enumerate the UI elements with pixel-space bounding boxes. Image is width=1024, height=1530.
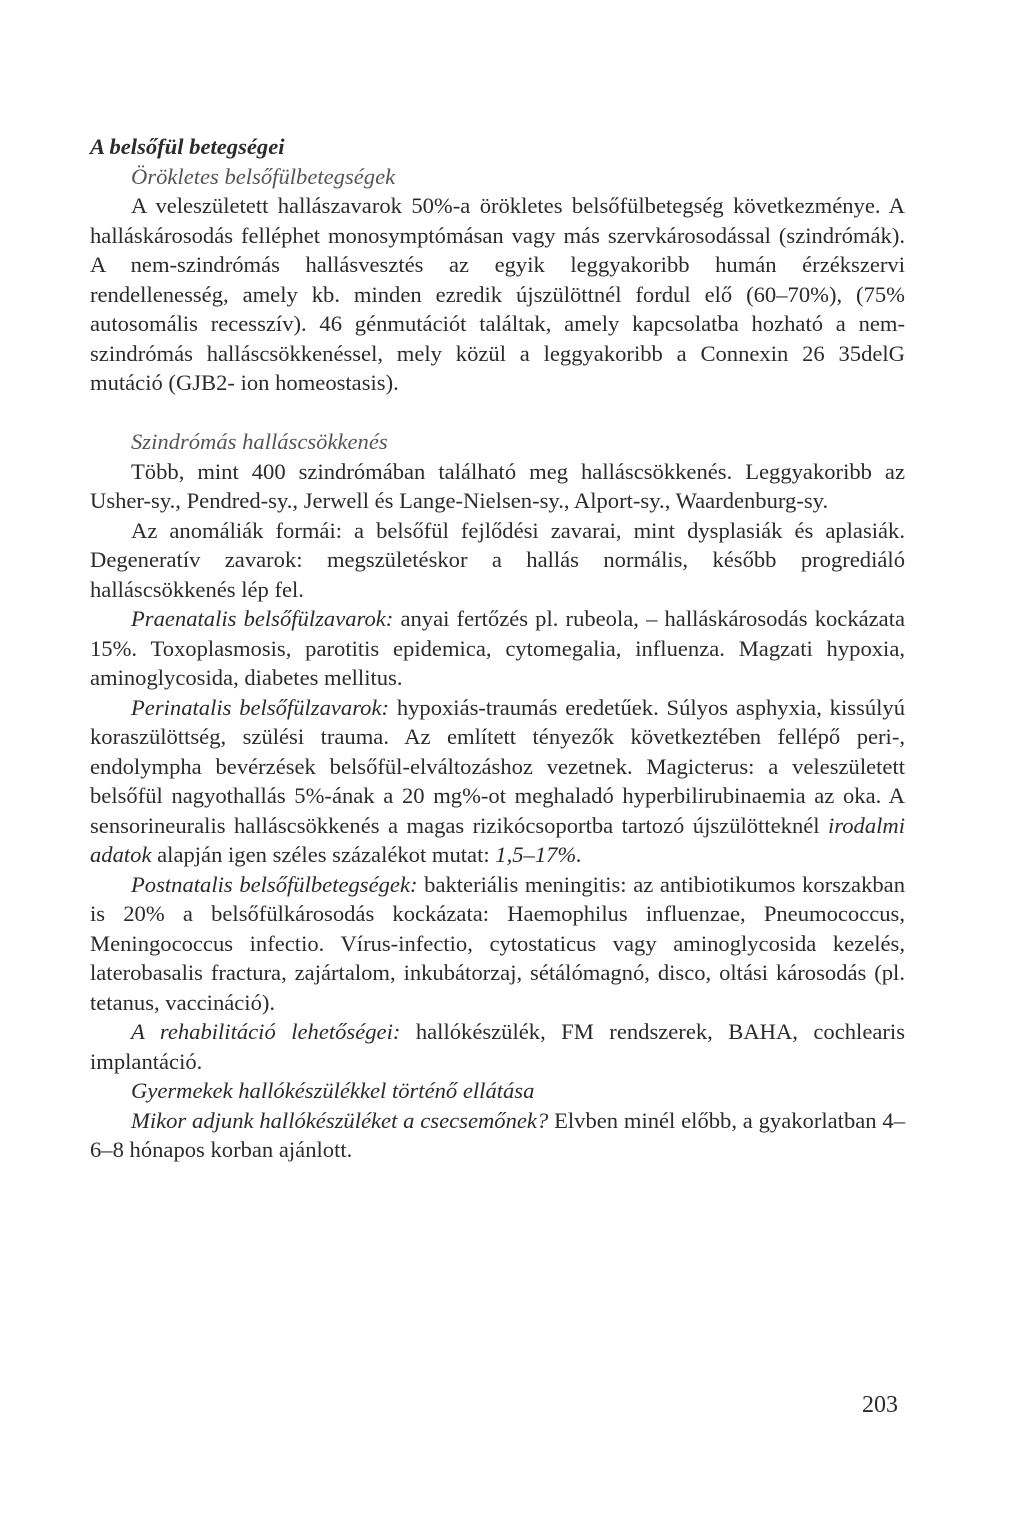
rehabilitation-text: hallókészülék, FM rendszerek, BAHA, cochlearis implantáció. (90, 1019, 905, 1074)
paragraph-prenatal (90, 604, 905, 693)
postnatal-label: Postnatalis belsőfülbetegségek: (131, 871, 418, 897)
rehabilitation-label: A rehabilitáció lehetőségei: (131, 1019, 401, 1044)
prenatal-text: anyai fertőzés pl. rubeola, – halláskárosodás kockázata 15%. Toxoplasmosis, parotitis epidemica, cytomegalia, influenza. Magzati hypoxia, aminoglycosida, diabetes mellitus. (90, 606, 906, 690)
children-question: Mikor adjunk hallókészüléket a csecsemőnek? (131, 1107, 549, 1133)
paragraph-postnatal (90, 870, 905, 1018)
perinatal-text: hypoxiás-traumás eredetűek. Súlyos asphyxia, kissúlyú koraszülöttség, szülési trauma. Az említett tényezők következtében fellépő peri-, endolympha bevérzések belsőfül-elváltozáshoz vezetnek. Magicterus: a veleszületett belsőfül nagyothallás 5%-ának a 20 mg%-ot meghaladó hyperbilirubinaemia az oka. A sensorineuralis halláscsökkenés a magas rizikócsoportba tartozó újszülötteknél (90, 694, 905, 838)
paragraph-hereditary: A veleszületett hallászavarok 50%-a örökletes belsőfülbetegség következménye. A halláskárosodás felléphet monosymptómásan vagy más szervkárosodással (szindrómák). A nem-szindrómás hallásvesztés az egyik leggyakoribb humán érzékszervi rendellenesség, amely kb. minden ezredik újszülöttnél fordul elő (60–70%), (75% autosomális recesszív). 46 génmutációt találtak, amely kapcsolatba hozható a nem-szindrómás halláscsökkenéssel, mely közül a leggyakoribb a Connexin 26 35delG mutáció (GJB2- ion homeostasis). (90, 193, 905, 395)
section-title-syndromic: Szindrómás halláscsökkenés (131, 429, 388, 454)
postnatal-text: bakteriális meningitis: az antibiotikumos korszakban is 20% a belsőfülkárosodás kockázata: Haemophilus influenzae, Pneumococcus, Meningococcus infectio. Vírus-infectio, cytostaticus vagy aminoglycosida kezelés, laterobasalis fractura, zajártalom, inkubátorzaj, sétálómagnó, disco, oltási károsodás (pl. tetanus, vaccináció). (90, 871, 905, 1015)
paragraph-anomalies: Az anomáliák formái: a belsőfül fejlődési zavarai, mint dysplasiák és aplasiák. Degeneratív zavarok: megszületéskor a hallás normális, később progrediáló halláscsökkenés lép fel. (90, 517, 905, 602)
paragraph-rehabilitation (90, 1017, 905, 1076)
paragraph-children (90, 1106, 905, 1165)
section-title-hereditary: Örökletes belsőfülbetegségek (131, 163, 396, 189)
spacer (90, 398, 905, 428)
children-title: Gyermekek hallókészülékkel történő ellátása (131, 1078, 535, 1103)
perinatal-emphasis-sources: irodalmi adatok (90, 812, 905, 867)
paragraph-syndromic: Több, mint 400 szindrómában található meg halláscsökkenés. Leggyakoribb az Usher-sy., Pendred-sy., Jerwell és Lange-Nielsen-sy., Alport-sy., Waardenburg-sy. (90, 458, 905, 513)
paragraph-perinatal (90, 693, 905, 870)
section-title-children (90, 1076, 905, 1106)
perinatal-text-middle: alapján igen széles százalékot mutat: (151, 842, 496, 867)
page-content (90, 132, 905, 1165)
perinatal-emphasis-range: 1,5–17%. (495, 842, 582, 867)
prenatal-label: Praenatalis belsőfülzavarok: (131, 606, 394, 631)
chapter-title: A belsőfül betegségei (90, 134, 285, 159)
children-answer: Elvben minél előbb, a gyakorlatban 4–6–8 hónapos korban ajánlott. (90, 1107, 905, 1162)
perinatal-label: Perinatalis belsőfülzavarok: (131, 694, 389, 720)
page-number: 203 (862, 1392, 898, 1418)
